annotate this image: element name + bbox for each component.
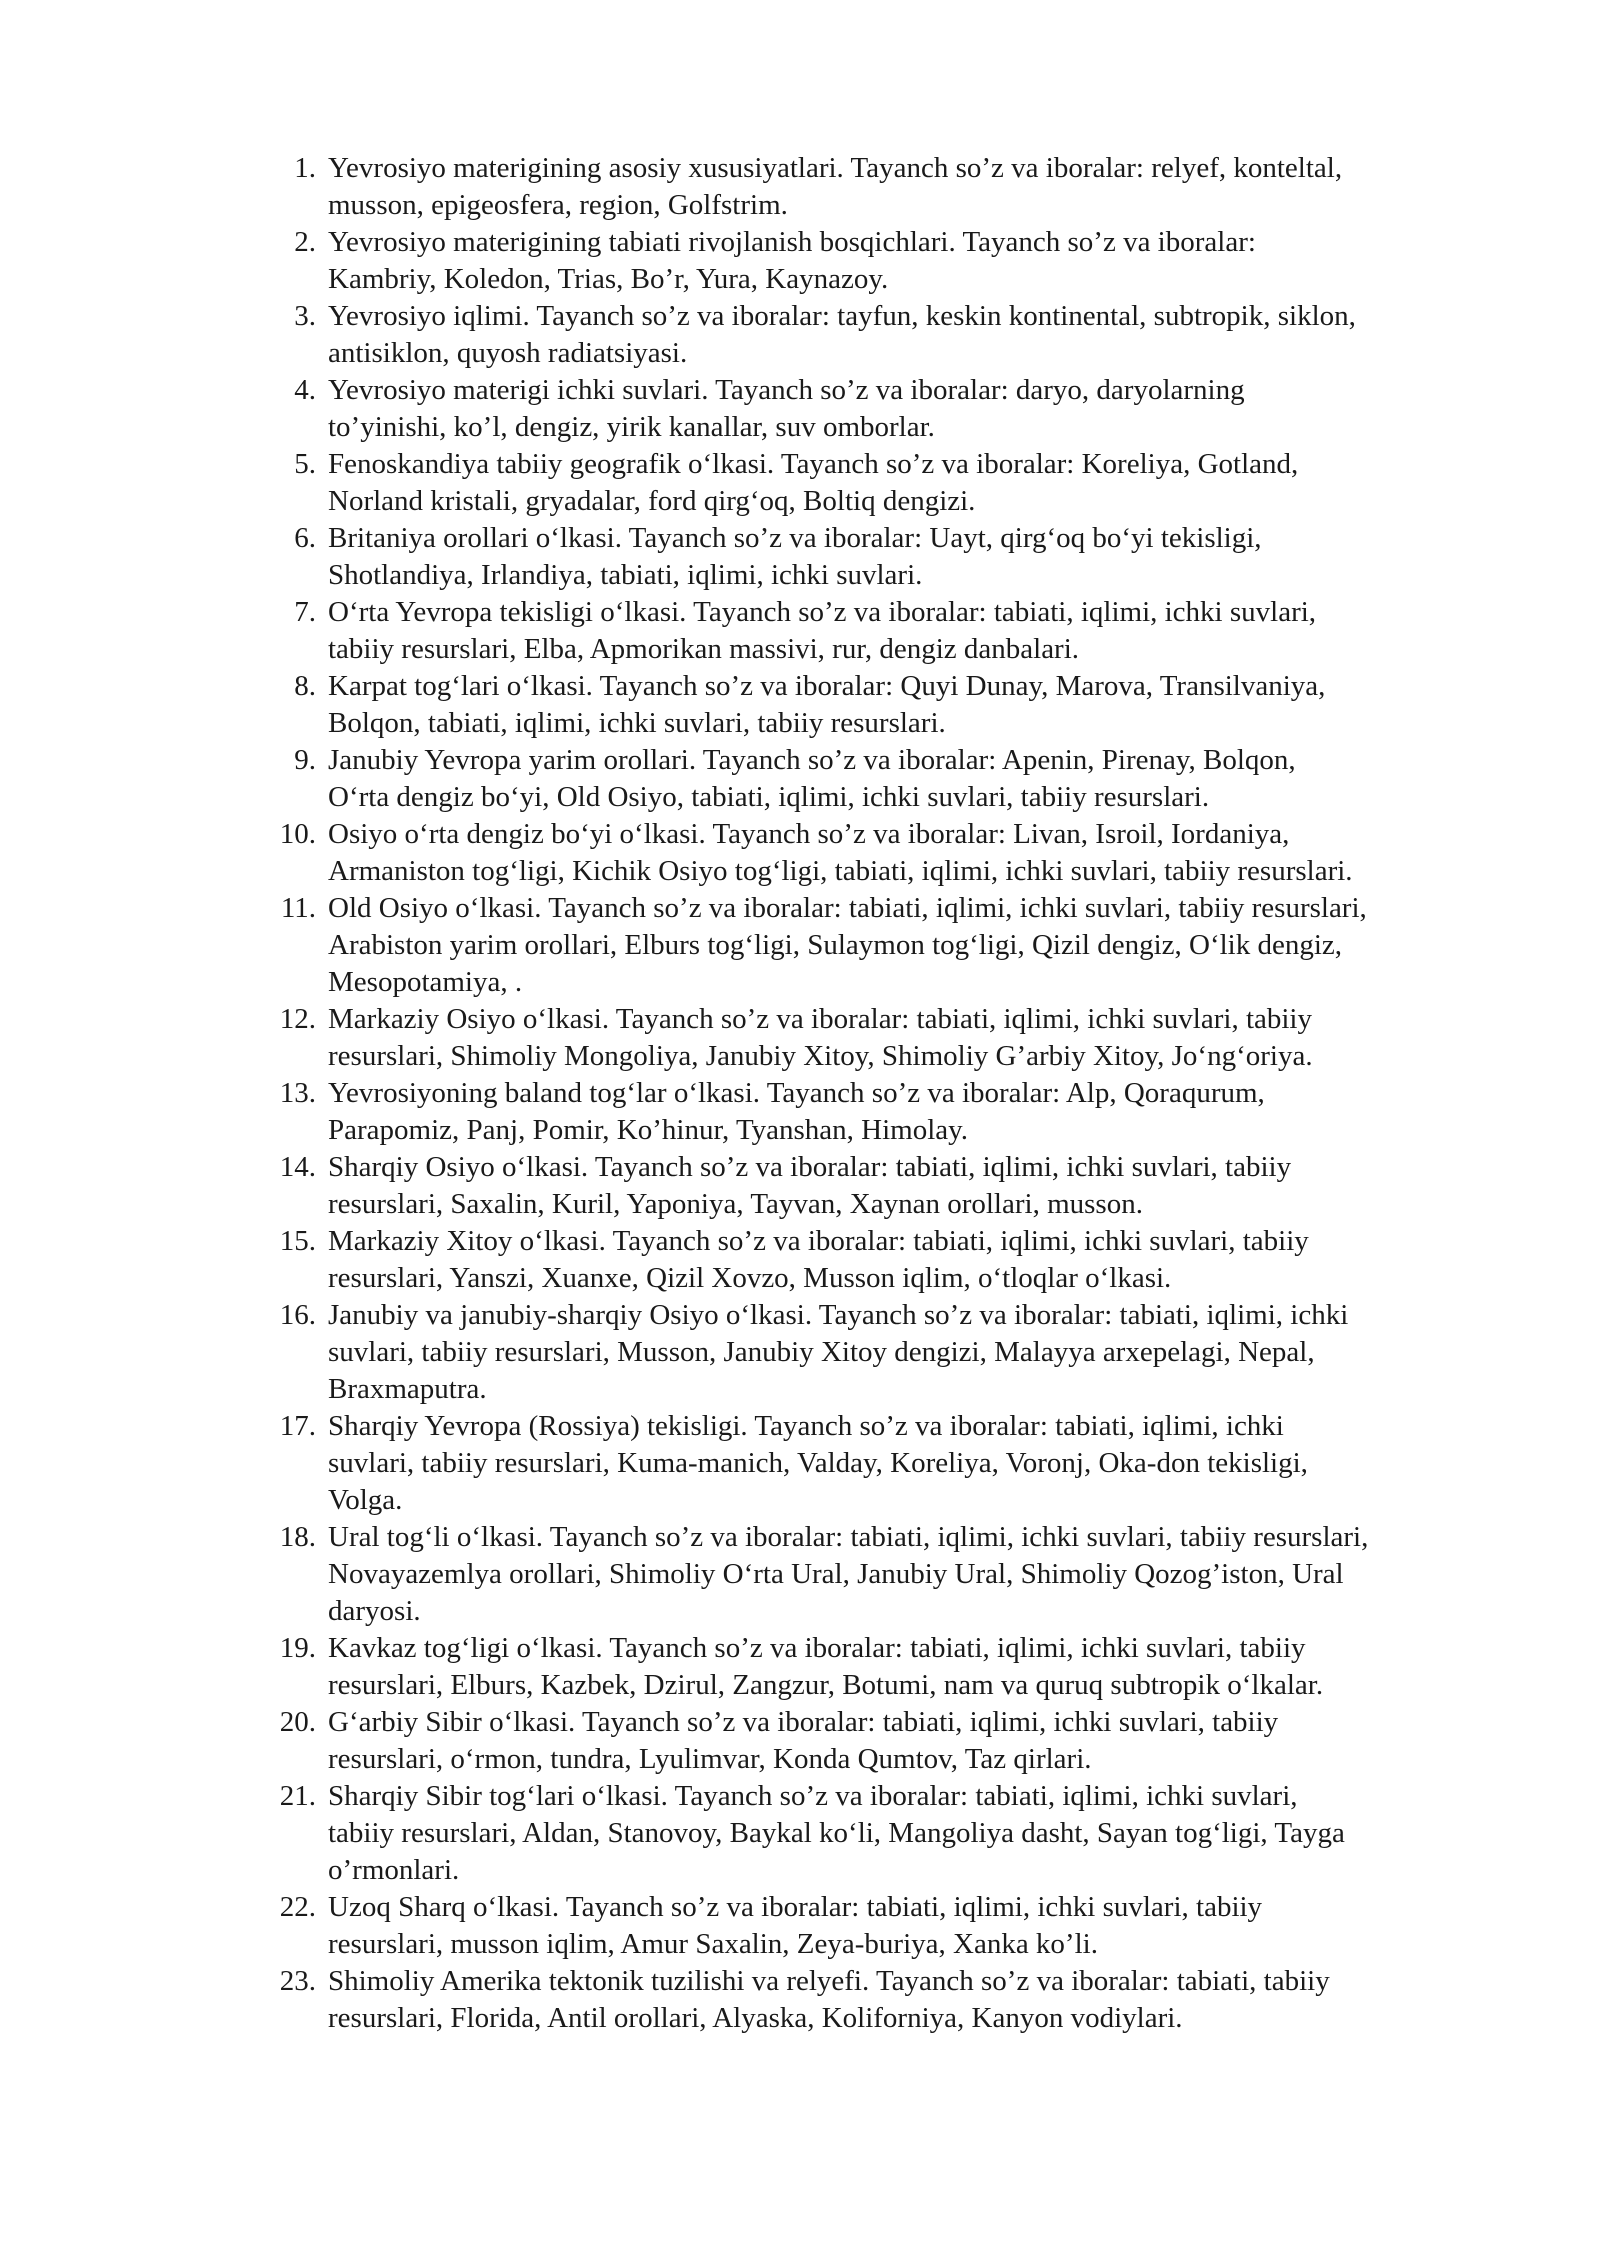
- list-item-text-line: antisiklon, quyosh radiatsiyasi.: [328, 337, 688, 369]
- list-item-text-line: Yevrosiyo materigining tabiati rivojlanish bosqichlari. Tayanch so’z va iboralar:: [328, 226, 1256, 258]
- list-item-number: 9.: [294, 744, 316, 776]
- list-item-text-line: Janubiy Yevropa yarim orollari. Tayanch so’z va iboralar: Apenin, Pirenay, Bolqon,: [328, 744, 1296, 776]
- list-item: [268, 594, 1518, 668]
- list-item-text-line: Parapomiz, Panj, Pomir, Ko’hinur, Tyanshan, Himolay.: [328, 1114, 969, 1146]
- list-item-number: 21.: [279, 1780, 316, 1812]
- list-item-text-line: Braxmaputra.: [328, 1373, 487, 1405]
- list-item: [268, 1630, 1518, 1704]
- list-item: [268, 1778, 1518, 1889]
- list-item-text-line: resurslari, musson iqlim, Amur Saxalin, Zeya-buriya, Xanka ko’li.: [328, 1928, 1098, 1960]
- list-item-text-line: tabiiy resurslari, Elba, Apmorikan massivi, rur, dengiz danbalari.: [328, 633, 1080, 665]
- list-item-number: 19.: [279, 1632, 316, 1664]
- list-item-text-line: Yevrosiyo materigi ichki suvlari. Tayanch so’z va iboralar: daryo, daryolarning: [328, 374, 1245, 406]
- list-item-number: 20.: [279, 1706, 316, 1738]
- list-item-text-line: Shimoliy Amerika tektonik tuzilishi va relyefi. Tayanch so’z va iboralar: tabiati, tabiiy: [328, 1965, 1330, 1997]
- list-item-number: 14.: [279, 1151, 316, 1183]
- list-item-text-line: resurslari, Yanszi, Xuanxe, Qizil Xovzo, Musson iqlim, o‘tloqlar o‘lkasi.: [328, 1262, 1172, 1294]
- list-item-text-line: musson, epigeosfera, region, Golfstrim.: [328, 189, 788, 221]
- list-item-text-line: Bolqon, tabiati, iqlimi, ichki suvlari, tabiiy resurslari.: [328, 707, 946, 739]
- list-item-text-line: Old Osiyo o‘lkasi. Tayanch so’z va iboralar: tabiati, iqlimi, ichki suvlari, tabiiy resurslari,: [328, 892, 1367, 924]
- list-item-text-line: Fenoskandiya tabiiy geografik o‘lkasi. Tayanch so’z va iboralar: Koreliya, Gotland,: [328, 448, 1299, 480]
- list-item-text-line: Norland kristali, gryadalar, ford qirg‘oq, Boltiq dengizi.: [328, 485, 976, 517]
- list-item-text-line: Yevrosiyo iqlimi. Tayanch so’z va iboralar: tayfun, keskin kontinental, subtropik, siklon,: [328, 300, 1356, 332]
- list-item-text-line: Arabiston yarim orollari, Elburs tog‘ligi, Sulaymon tog‘ligi, Qizil dengiz, O‘lik dengiz,: [328, 929, 1343, 961]
- list-item-number: 22.: [279, 1891, 316, 1923]
- list-item-number: 5.: [294, 448, 316, 480]
- list-item-text-line: suvlari, tabiiy resurslari, Musson, Janubiy Xitoy dengizi, Malayya arxepelagi, Nepal,: [328, 1336, 1315, 1368]
- list-item-text-line: Janubiy va janubiy-sharqiy Osiyo o‘lkasi. Tayanch so’z va iboralar: tabiati, iqlimi, ichki: [328, 1299, 1349, 1331]
- list-item: [268, 668, 1518, 742]
- list-item: [268, 1001, 1518, 1075]
- list-item-number: 3.: [294, 300, 316, 332]
- list-item-text-line: O‘rta dengiz bo‘yi, Old Osiyo, tabiati, iqlimi, ichki suvlari, tabiiy resurslari.: [328, 781, 1210, 813]
- list-item-text-line: Kambriy, Koledon, Trias, Bo’r, Yura, Kaynazoy.: [328, 263, 889, 295]
- list-item-text-line: daryosi.: [328, 1595, 421, 1627]
- list-item-text-line: Volga.: [328, 1484, 403, 1516]
- list-item: [268, 372, 1518, 446]
- list-item-text-line: O‘rta Yevropa tekisligi o‘lkasi. Tayanch so’z va iboralar: tabiati, iqlimi, ichki suvlari,: [328, 596, 1317, 628]
- list-item: [268, 1889, 1518, 1963]
- list-item-number: 1.: [294, 152, 316, 184]
- list-item-text-line: Britaniya orollari o‘lkasi. Tayanch so’z va iboralar: Uayt, qirg‘oq bo‘yi tekisligi,: [328, 522, 1262, 554]
- list-item: [268, 816, 1518, 890]
- list-item-number: 7.: [294, 596, 316, 628]
- list-item: [268, 224, 1518, 298]
- list-item-text-line: Kavkaz tog‘ligi o‘lkasi. Tayanch so’z va iboralar: tabiati, iqlimi, ichki suvlari, tabiiy: [328, 1632, 1306, 1664]
- list-item: [268, 150, 1518, 224]
- list-item-text-line: to’yinishi, ko’l, dengiz, yirik kanallar, suv omborlar.: [328, 411, 935, 443]
- list-item-text-line: o’rmonlari.: [328, 1854, 460, 1886]
- list-item-number: 6.: [294, 522, 316, 554]
- list-item-text-line: Uzoq Sharq o‘lkasi. Tayanch so’z va iboralar: tabiati, iqlimi, ichki suvlari, tabiiy: [328, 1891, 1263, 1923]
- list-item-text-line: resurslari, Shimoliy Mongoliya, Janubiy Xitoy, Shimoliy G’arbiy Xitoy, Jo‘ng‘oriya.: [328, 1040, 1313, 1072]
- list-item-text-line: Yevrosiyoning baland tog‘lar o‘lkasi. Tayanch so’z va iboralar: Alp, Qoraqurum,: [328, 1077, 1265, 1109]
- list-item-text-line: resurslari, Saxalin, Kuril, Yaponiya, Tayvan, Xaynan orollari, musson.: [328, 1188, 1143, 1220]
- list-item-number: 17.: [279, 1410, 316, 1442]
- list-item: [268, 1149, 1518, 1223]
- list-item-text-line: resurslari, Florida, Antil orollari, Alyaska, Koliforniya, Kanyon vodiylari.: [328, 2002, 1183, 2034]
- list-item-text-line: Yevrosiyo materigining asosiy xususiyatlari. Tayanch so’z va iboralar: relyef, konteltal,: [328, 152, 1343, 184]
- list-item-text-line: resurslari, o‘rmon, tundra, Lyulimvar, Konda Qumtov, Taz qirlari.: [328, 1743, 1092, 1775]
- list-item: [268, 446, 1518, 520]
- list-item-text-line: Sharqiy Osiyo o‘lkasi. Tayanch so’z va iboralar: tabiati, iqlimi, ichki suvlari, tabiiy: [328, 1151, 1292, 1183]
- list-item-text-line: Sharqiy Sibir tog‘lari o‘lkasi. Tayanch so’z va iboralar: tabiati, iqlimi, ichki suvlari,: [328, 1780, 1298, 1812]
- list-item-text-line: Sharqiy Yevropa (Rossiya) tekisligi. Tayanch so’z va iboralar: tabiati, iqlimi, ichki: [328, 1410, 1284, 1442]
- list-item-text-line: Novayazemlya orollari, Shimoliy O‘rta Ural, Janubiy Ural, Shimoliy Qozog’iston, Ural: [328, 1558, 1344, 1590]
- list-item-number: 18.: [279, 1521, 316, 1553]
- list-item-number: 11.: [280, 892, 316, 924]
- list-item-text-line: resurslari, Elburs, Kazbek, Dzirul, Zangzur, Botumi, nam va quruq subtropik o‘lkalar.: [328, 1669, 1324, 1701]
- list-item: [268, 1408, 1518, 1519]
- list-item-text-line: Markaziy Xitoy o‘lkasi. Tayanch so’z va iboralar: tabiati, iqlimi, ichki suvlari, tabiiy: [328, 1225, 1309, 1257]
- list-item-text-line: Shotlandiya, Irlandiya, tabiati, iqlimi, ichki suvlari.: [328, 559, 923, 591]
- topic-list: [268, 150, 1518, 2037]
- list-item-text-line: suvlari, tabiiy resurslari, Kuma-manich, Valday, Koreliya, Voronj, Oka-don tekisligi,: [328, 1447, 1308, 1479]
- list-item-text-line: Osiyo o‘rta dengiz bo‘yi o‘lkasi. Tayanch so’z va iboralar: Livan, Isroil, Iordaniya,: [328, 818, 1290, 850]
- list-item: [268, 1223, 1518, 1297]
- list-item: [268, 742, 1518, 816]
- list-item-number: 10.: [279, 818, 316, 850]
- list-item-text-line: Mesopotamiya, .: [328, 966, 523, 998]
- list-item-number: 13.: [279, 1077, 316, 1109]
- list-item: [268, 298, 1518, 372]
- list-item: [268, 890, 1518, 1001]
- list-item: [268, 520, 1518, 594]
- list-item: [268, 1519, 1518, 1630]
- list-item: [268, 1704, 1518, 1778]
- list-item-text-line: Markaziy Osiyo o‘lkasi. Tayanch so’z va iboralar: tabiati, iqlimi, ichki suvlari, tabiiy: [328, 1003, 1312, 1035]
- list-item-number: 12.: [279, 1003, 316, 1035]
- list-item: [268, 1297, 1518, 1408]
- list-item-text-line: Ural tog‘li o‘lkasi. Tayanch so’z va iboralar: tabiati, iqlimi, ichki suvlari, tabiiy resurslari,: [328, 1521, 1369, 1553]
- list-item-text-line: tabiiy resurslari, Aldan, Stanovoy, Baykal ko‘li, Mangoliya dasht, Sayan tog‘ligi, Tayga: [328, 1817, 1345, 1849]
- list-item-number: 23.: [279, 1965, 316, 1997]
- list-item-text-line: Karpat tog‘lari o‘lkasi. Tayanch so’z va iboralar: Quyi Dunay, Marova, Transilvaniya,: [328, 670, 1326, 702]
- list-item-text-line: Armaniston tog‘ligi, Kichik Osiyo tog‘ligi, tabiati, iqlimi, ichki suvlari, tabiiy resurslari.: [328, 855, 1353, 887]
- list-item: [268, 1075, 1518, 1149]
- list-item-number: 15.: [279, 1225, 316, 1257]
- list-item: [268, 1963, 1518, 2037]
- list-item-text-line: G‘arbiy Sibir o‘lkasi. Tayanch so’z va iboralar: tabiati, iqlimi, ichki suvlari, tabiiy: [328, 1706, 1279, 1738]
- list-item-number: 2.: [294, 226, 316, 258]
- list-item-number: 16.: [279, 1299, 316, 1331]
- list-item-number: 4.: [294, 374, 316, 406]
- list-item-number: 8.: [294, 670, 316, 702]
